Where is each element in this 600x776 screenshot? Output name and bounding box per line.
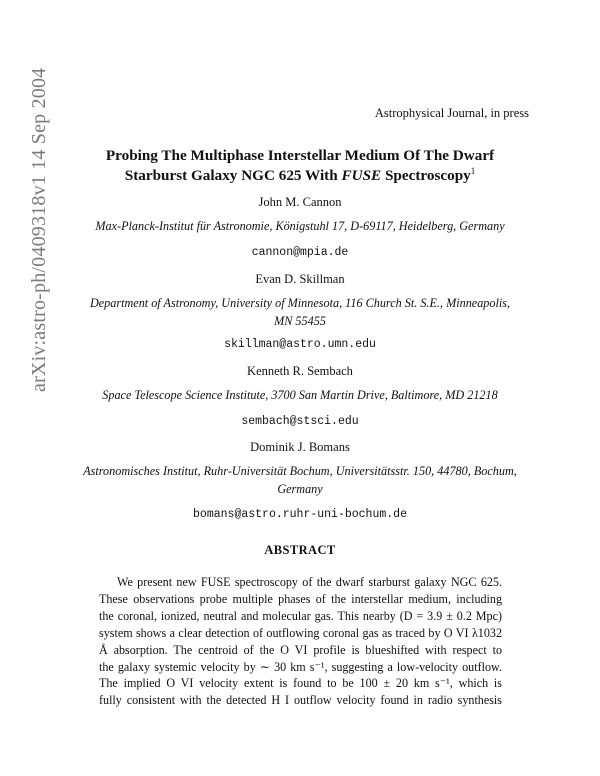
author-email[interactable]: sembach@stsci.edu	[241, 415, 359, 428]
abstract-line: system shows a clear detection of outflowing coronal gas as traced by O VI λ1032	[99, 625, 502, 640]
paper-title	[60, 146, 540, 186]
author-name: Kenneth R. Sembach	[247, 364, 353, 378]
title-line-2-start: Starburst Galaxy NGC 625 With	[124, 167, 342, 184]
affiliation-line: MN 55455	[274, 313, 326, 328]
title-instrument-name: FUSE	[341, 167, 382, 184]
affiliation-line: Department of Astronomy, University of Minnesota, 116 Church St. S.E., Minneapolis,	[89, 296, 511, 310]
author-name: John M. Cannon	[258, 195, 342, 209]
journal-status-note: Astrophysical Journal, in press	[374, 106, 529, 120]
author-name: Evan D. Skillman	[255, 272, 345, 286]
abstract-line: Å absorption. The centroid of the O VI profile is blueshifted with respect to	[99, 642, 502, 657]
affiliation-line: Astronomisches Institut, Ruhr-Universität Bochum, Universitätsstr. 150, 44780, Bochum,	[83, 464, 517, 478]
author-affiliation	[60, 218, 540, 236]
abstract-line: We present new FUSE spectroscopy of the dwarf starburst galaxy NGC 625.	[117, 575, 502, 589]
affiliation-line: Germany	[277, 481, 323, 496]
abstract-line: The implied O VI velocity extent is found to be 100 ± 20 km s⁻¹, which is	[99, 676, 502, 691]
author-name: Dominik J. Bomans	[250, 440, 350, 454]
title-line-2-end: Spectroscopy	[381, 167, 471, 184]
affiliation-line: Space Telescope Science Institute, 3700 San Martin Drive, Baltimore, MD 21218	[102, 388, 498, 402]
abstract-heading: ABSTRACT	[264, 543, 336, 557]
author-email[interactable]: cannon@mpia.de	[251, 246, 349, 259]
title-line-1: Probing The Multiphase Interstellar Medium Of The Dwarf	[105, 147, 495, 164]
title-line-2	[60, 166, 540, 186]
abstract-line: the galaxy systemic velocity by ∼ 30 km s⁻¹, suggesting a low-velocity outflow.	[99, 659, 502, 674]
abstract-body	[99, 574, 502, 709]
title-footnote-mark: 1	[470, 165, 476, 176]
author-affiliation	[60, 387, 540, 405]
abstract-line: fully consistent with the detected H I outflow velocity found in radio synthesis	[99, 693, 502, 708]
abstract-line: the coronal, ionized, neutral and molecular gas. This nearby (D = 3.9 ± 0.2 Mpc)	[99, 608, 502, 623]
affiliation-line: Max-Planck-Institut für Astronomie, Königstuhl 17, D-69117, Heidelberg, Germany	[95, 219, 505, 233]
author-email[interactable]: skillman@astro.umn.edu	[224, 338, 376, 351]
arxiv-identifier: arXiv:astro-ph/0409318v1 14 Sep 2004	[28, 67, 50, 392]
author-email[interactable]: bomans@astro.ruhr-uni-bochum.de	[193, 508, 407, 521]
abstract-line: These observations probe multiple phases of the interstellar medium, including	[99, 591, 502, 606]
author-affiliation	[60, 463, 540, 498]
author-affiliation	[60, 295, 540, 330]
